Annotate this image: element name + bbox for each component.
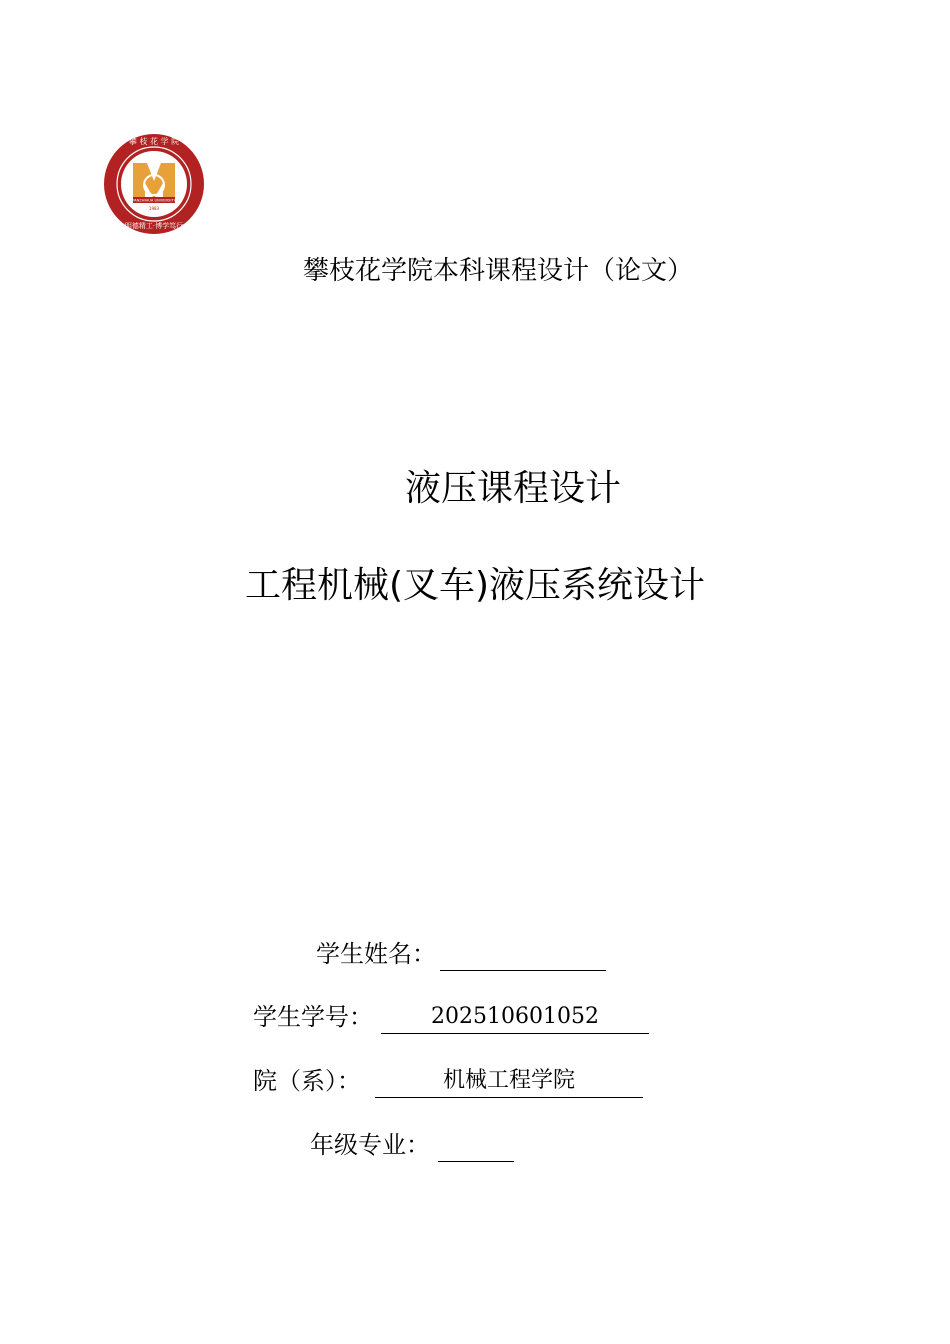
grade-major-label: 年级专业：	[310, 1131, 430, 1159]
department-label: 院（系）：	[253, 1067, 361, 1095]
logo-motto: 明德精工·博学笃行	[124, 222, 184, 230]
student-name-field	[316, 936, 606, 972]
university-logo	[103, 133, 205, 235]
student-name-label: 学生姓名：	[316, 940, 436, 968]
department-value: 机械工程学院	[375, 1063, 643, 1098]
student-id-label: 学生学号：	[253, 1003, 373, 1031]
grade-major-field	[310, 1127, 514, 1163]
university-course-design-heading: 攀枝花学院本科课程设计（论文）	[302, 256, 693, 286]
thesis-title: 工程机械(叉车)液压系统设计	[244, 565, 706, 606]
department-field	[253, 1063, 643, 1099]
student-id-field	[253, 999, 649, 1035]
logo-top-text: 攀 枝 花 学 院	[128, 137, 180, 146]
student-id-value: 202510601052	[381, 999, 649, 1034]
logo-year: 1983	[148, 206, 160, 211]
student-name-value	[440, 936, 606, 971]
grade-major-value	[438, 1127, 514, 1162]
logo-band-text: PANZHIHUA UNIVERSITY	[132, 198, 176, 203]
course-title: 液压课程设计	[404, 468, 621, 509]
